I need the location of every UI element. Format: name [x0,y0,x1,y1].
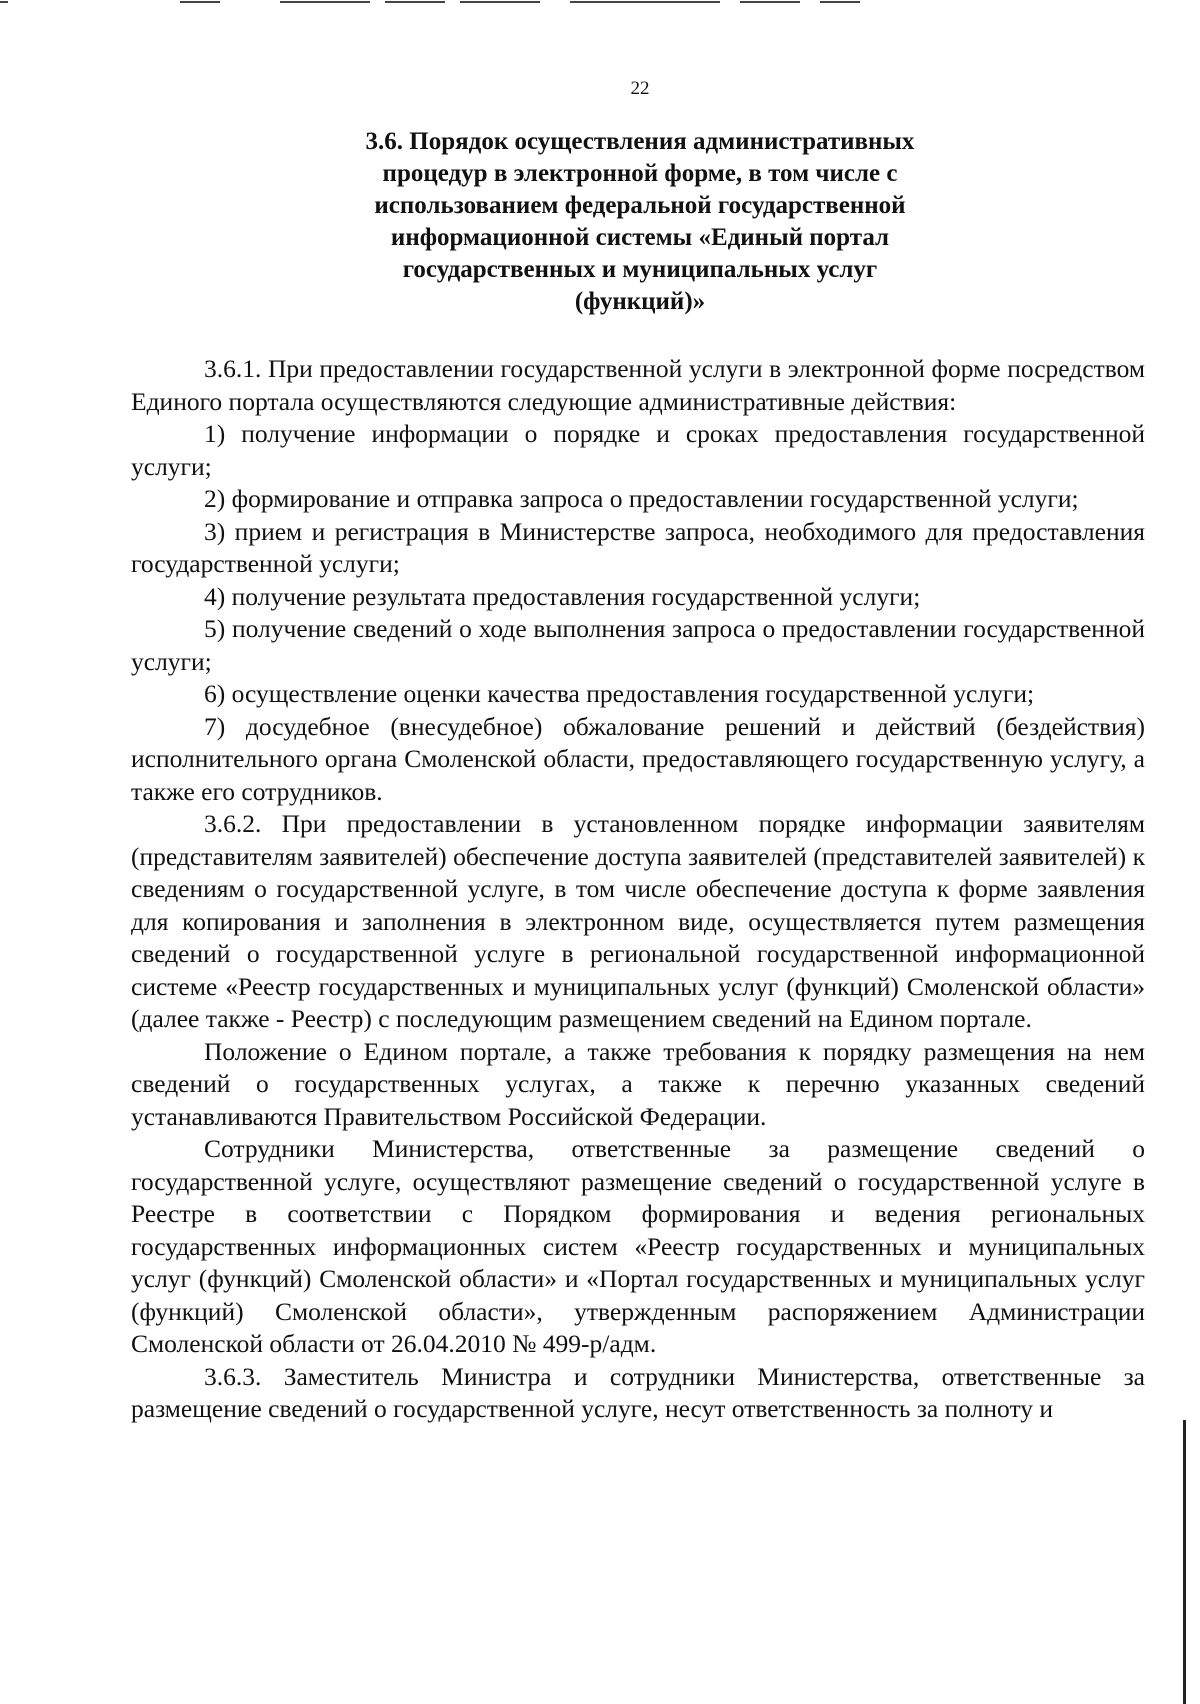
paragraph-ministry-staff: Сотрудники Министерства, ответственные за размещение сведений о государственной услуге, осуществляют размещение сведений о государственной услуге в Реестре в соответствии с Порядком формирования и ведения региональных государственных информационных систем «Реестр государственных и муниципальных услуг (функций) Смоленской области» и «Портал государственных и муниципальных услуг (функций) Смоленской области», утвержденным распоряжением Администрации Смоленской области от 26.04.2010 № 499-р/адм. [131,1134,1145,1358]
list-item-3: 3) прием и регистрация в Министерстве запроса, необходимого для предоставления государственной услуги; [131,516,1145,578]
list-item-2: 2) формирование и отправка запроса о предоставлении государственной услуги; [204,484,1079,513]
paragraph-3-6-3: 3.6.3. Заместитель Министра и сотрудники Министерства, ответственные за размещение сведений о государственной услуге, несут ответственность за полноту и [131,1361,1145,1423]
list-item-5: 5) получение сведений о ходе выполнения запроса о предоставлении государственной услуги; [131,614,1145,676]
section-heading [280,126,1000,318]
paragraph-portal-regulation: Положение о Едином портале, а также требования к порядку размещения на нем сведений о государственных услугах, а также к перечню указанных сведений устанавливаются Правительством Российской Федерации. [131,1036,1145,1131]
heading-line: 3.6. Порядок осуществления административных [365,128,915,155]
list-item-7: 7) досудебное (внесудебное) обжалование решений и действий (бездействия) исполнительного органа Смоленской области, предоставляющего государственную услугу, а также его сотрудников. [131,711,1145,806]
list-item-1: 1) получение информации о порядке и сроках предоставления государственной услуги; [131,419,1145,481]
heading-line: (функций)» [574,288,706,315]
paragraph-3-6-1: 3.6.1. При предоставлении государственной услуги в электронной форме посредством Единого портала осуществляются следующие административные действия: [131,354,1145,416]
scan-artifact-top [0,0,1200,6]
list-item-4: 4) получение результата предоставления государственной услуги; [204,581,921,611]
heading-line: процедур в электронной форме, в том числе с [382,160,898,187]
heading-line: информационной системы «Единый портал [390,224,890,251]
list-item-6: 6) осуществление оценки качества предоставления государственной услуги; [204,679,1035,708]
heading-line: использованием федеральной государственной [374,192,906,219]
heading-line: государственных и муниципальных услуг [402,256,878,283]
page-number: 22 [630,78,650,99]
body-text [131,353,1145,1426]
paragraph-3-6-2: 3.6.2. При предоставлении в установленном порядке информации заявителям (представителям заявителей) обеспечение доступа заявителей (представителей заявителей) к сведениям о государственной услуге, в том числе обеспечение доступа к форме заявления для копирования и заполнения в электронном виде, осуществляется путем размещения сведений о государственной услуге в региональной государственной информационной системе «Реестр государственных и муниципальных услуг (функций) Смоленской области» (далее также - Реестр) с последующим размещением сведений на Едином портале. [131,809,1145,1033]
scan-artifact-right-edge [1183,1420,1186,1704]
